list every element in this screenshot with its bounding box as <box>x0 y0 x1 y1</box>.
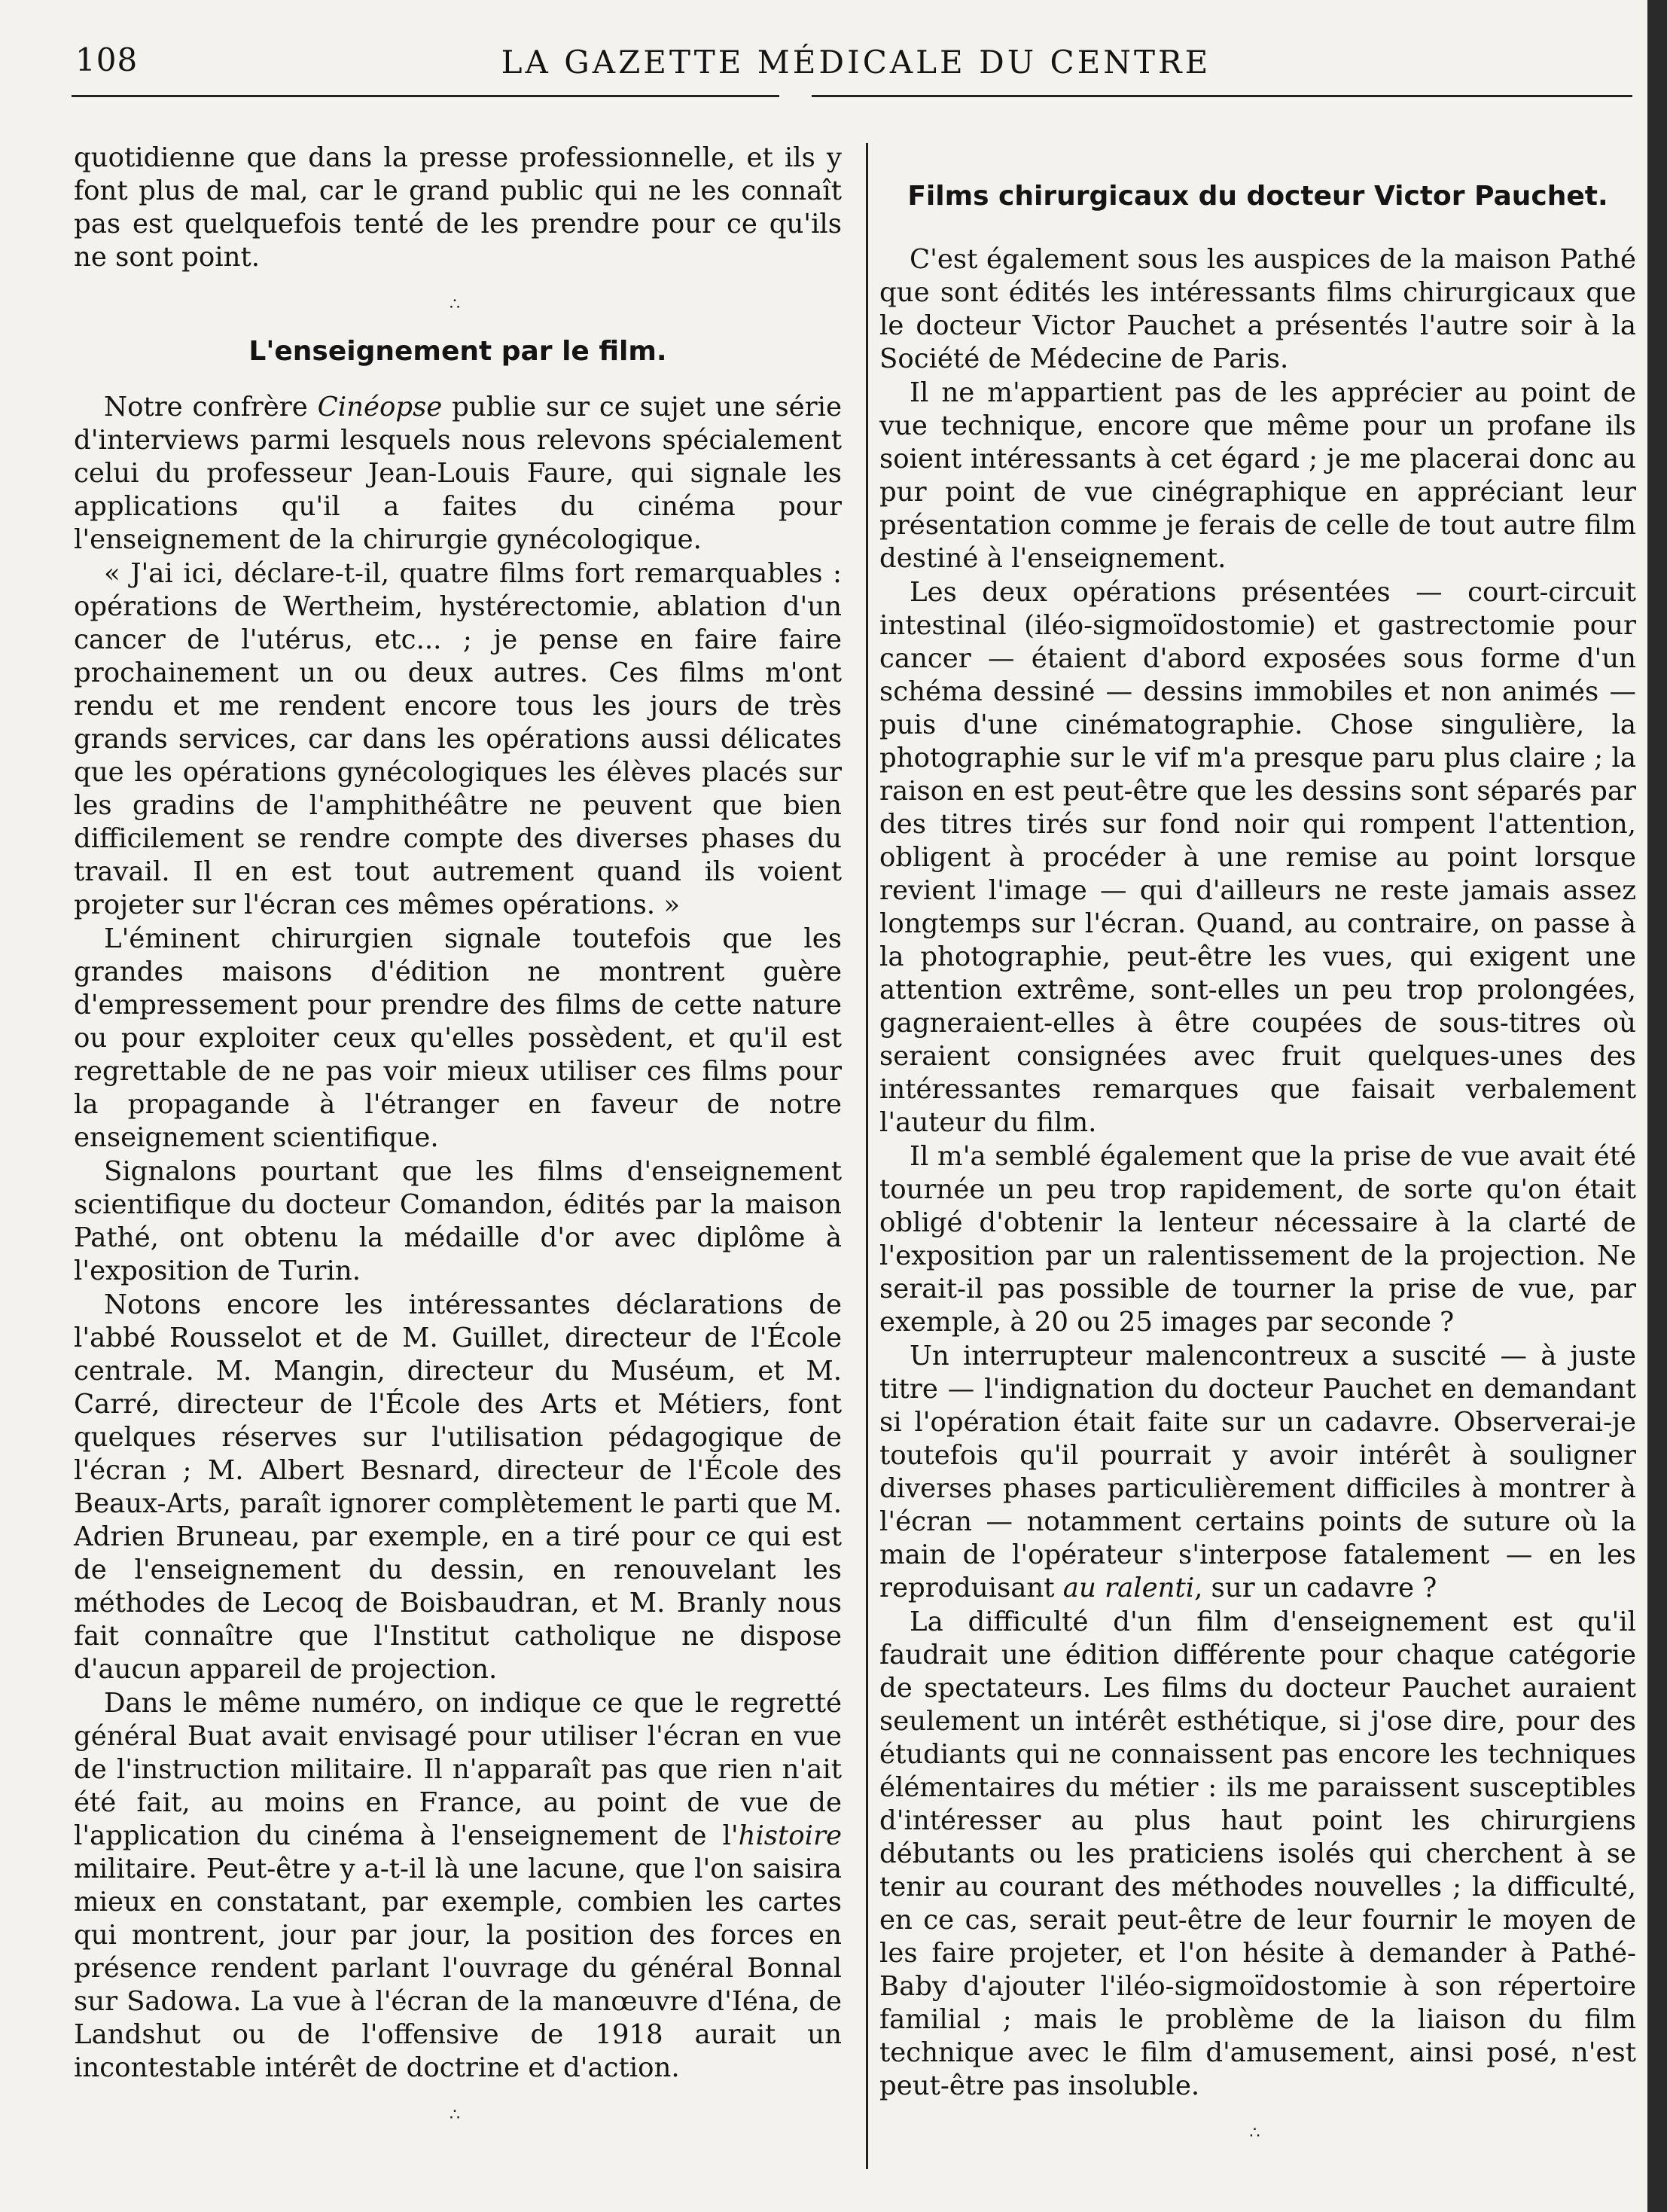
running-head: LA GAZETTE MÉDICALE DU CENTRE <box>501 44 1211 81</box>
section-ornament <box>74 2107 842 2124</box>
italic-word: histoire <box>738 1820 842 1851</box>
paragraph: Notons encore les intéressantes déclarations de l'abbé Rousselot et de M. Guillet, directeur de l'École centrale. M. Mangin, directeur du Muséum, et M. Carré, directeur de l'École des Arts et Métiers, font quelques réserves sur l'utilisation pédagogique de l'écran ; M. Albert Besnard, directeur de l'École des Beaux-Arts, paraît ignorer complètement le parti que M. Adrien Bruneau, par exemple, en a tiré pour ce qui est de l'enseignement du dessin, en renouvelant les méthodes de Lecoq de Boisbaudran, et M. Branly nous fait connaître que l'Institut catholique ne dispose d'aucun appareil de projection. <box>74 1289 842 1685</box>
paragraph-text: Un interrupteur malencontreux a suscité — à juste titre — l'indignation du docteur Pauchet en demandant si l'opération était faite sur un cadavre. Observerai-je toutefois qu'il pourrait y avoir intérêt à souligner diverses phases particulièrement difficiles à montrer à l'écran — notamment certains points de suture où la main de l'opérateur s'interpose fatalement — en les reproduisant <box>879 1341 1636 1603</box>
ornament-glyph: ∴ <box>450 2106 466 2125</box>
paragraph-text: Dans le même numéro, on indique ce que le regretté général Buat avait envisagé pour utiliser l'écran en vue de l'instruction militaire. Il n'apparaît pas que rien n'ait été fait, au moins en France, au point de vue de l'application du cinéma à l'enseignement de l' <box>74 1688 842 1851</box>
right-column <box>879 142 1636 2163</box>
paragraph <box>879 1340 1636 1605</box>
paragraph: Signalons pourtant que les films d'enseignement scientifique du docteur Comandon, édités par la maison Pathé, ont obtenu la médaille d'or avec diplôme à l'exposition de Turin. <box>74 1156 842 1286</box>
paragraph: Les deux opérations présentées — court-circuit intestinal (iléo-sigmoïdostomie) et gastrectomie pour cancer — étaient d'abord exposées sous forme d'un schéma dessiné — dessins immobiles et non animés — puis d'une cinématographie. Chose singulière, la photographie sur le vif m'a presque paru plus claire ; la raison en est peut-être que les dessins sont séparés par des titres tirés sur fond noir qui rompent l'attention, obligent à procéder à une remise au point lorsque revient l'image — qui d'ailleurs ne reste jamais assez longtemps sur l'écran. Quand, au contraire, on passe à la photographie, peut-être les vues, qui exigent une attention extrême, sont-elles un peu trop prolongées, gagneraient-elles à être coupées de sous-titres où seraient consignées avec fruit quelques-unes des intéressantes remarques que faisait verbalement l'auteur du film. <box>879 577 1636 1138</box>
ornament-glyph: ∴ <box>1249 2124 1266 2143</box>
paragraph-quote: « J'ai ici, déclare-t-il, quatre films fort remarquables : opérations de Wertheim, hystérectomie, ablation d'un cancer de l'utérus, etc... ; je pense en faire faire prochainement un ou deux autres. Ces films m'ont rendu et me rendent encore tous les jours de très grands services, car dans les opérations aussi délicates que les opérations gynécologiques les élèves placés sur les gradins de l'amphithéâtre ne peuvent que bien difficilement se rendre compte des diverses phases du travail. Il en est tout autrement quand ils voient projeter sur l'écran ces mêmes opérations. » <box>74 558 842 920</box>
section-ornament <box>879 2125 1636 2142</box>
binding-edge <box>1647 0 1667 2212</box>
italic-title: Cinéopse <box>317 392 443 423</box>
section-heading-films-chirurgicaux: Films chirurgicaux du docteur Victor Pauchet. <box>907 181 1608 212</box>
paragraph: L'éminent chirurgien signale toutefois que les grandes maisons d'édition ne montrent guère d'empressement pour prendre des films de cette nature ou pour exploiter ceux qu'elles possèdent, et qu'il est regrettable de ne pas voir mieux utiliser ces films pour la propagande à l'étranger en faveur de notre enseignement scientifique. <box>74 923 842 1153</box>
paragraph-continued: quotidienne que dans la presse professionnelle, et ils y font plus de mal, car le grand public qui ne les connaît pas est quelquefois tenté de les prendre pour ce qu'ils ne sont point. <box>74 142 842 273</box>
paragraph <box>74 1687 842 2085</box>
column-divider <box>866 143 868 2169</box>
paragraph-text: , sur un cadavre ? <box>1194 1573 1437 1603</box>
italic-phrase: au ralenti <box>1062 1573 1195 1603</box>
paragraph-text: militaire. Peut-être y a-t-il là une lacune, que l'on saisira mieux en constatant, par exemple, combien les cartes qui montrent, jour par jour, la position des forces en présence rendent parlant l'ouvrage du général Bonnal sur Sadowa. La vue à l'écran de la manœuvre d'Iéna, de Landshut ou de l'offensive de 1918 aurait un incontestable intérêt de doctrine et d'action. <box>74 1854 842 2083</box>
paragraph: Il m'a semblé également que la prise de vue avait été tournée un peu trop rapidement, de sorte qu'on était obligé d'obtenir la lenteur nécessaire à la clarté de l'exposition par un ralentissement de la projection. Ne serait-il pas possible de tourner la prise de vue, par exemple, à 20 ou 25 images par seconde ? <box>879 1141 1636 1338</box>
header-rule-right <box>812 95 1632 97</box>
left-column <box>74 142 842 2145</box>
paragraph: Il ne m'appartient pas de les apprécier au point de vue technique, encore que même pour un profane ils soient intéressants à cet égard ; je me placerai donc au pur point de vue cinégraphique en appréciant leur présentation comme je ferais de celle de tout autre film destiné à l'enseignement. <box>879 377 1636 574</box>
ornament-glyph: ∴ <box>450 295 466 314</box>
section-ornament <box>74 297 842 313</box>
paragraph: La difficulté d'un film d'enseignement est qu'il faudrait une édition différente pour chaque catégorie de spectateurs. Les films du docteur Pauchet auraient seulement un intérêt esthétique, si j'ose dire, pour des étudiants qui ne connaissent pas encore les techniques élémentaires du métier : ils me paraissent susceptibles d'intéresser au plus haut point les chirurgiens débutants ou les praticiens isolés qui cherchent à se tenir au courant des méthodes nouvelles ; la difficulté, en ce cas, serait peut-être de leur fournir le moyen de les faire projeter, et l'on hésite à demander à Pathé-Baby d'ajouter l'iléo-sigmoïdostomie à son répertoire familial ; mais le problème de la liaison du film technique avec le film d'amusement, ainsi posé, n'est peut-être pas insoluble. <box>879 1606 1636 2101</box>
paragraph-text: publie sur ce sujet une série d'interviews parmi lesquels nous relevons spécialement celui du professeur Jean-Louis Faure, qui signale les applications qu'il a faites du cinéma pour l'enseignement de la chirurgie gynécologique. <box>74 392 843 555</box>
page-number: 108 <box>75 41 139 78</box>
header-rule-left <box>72 95 779 97</box>
paragraph-text: Notre confrère <box>104 392 318 423</box>
paragraph <box>74 391 842 557</box>
section-heading-enseignement: L'enseignement par le film. <box>248 336 667 367</box>
paragraph: C'est également sous les auspices de la maison Pathé que sont édités les intéressants films chirurgicaux que le docteur Victor Pauchet a présentés l'autre soir à la Société de Médecine de Paris. <box>879 244 1636 374</box>
